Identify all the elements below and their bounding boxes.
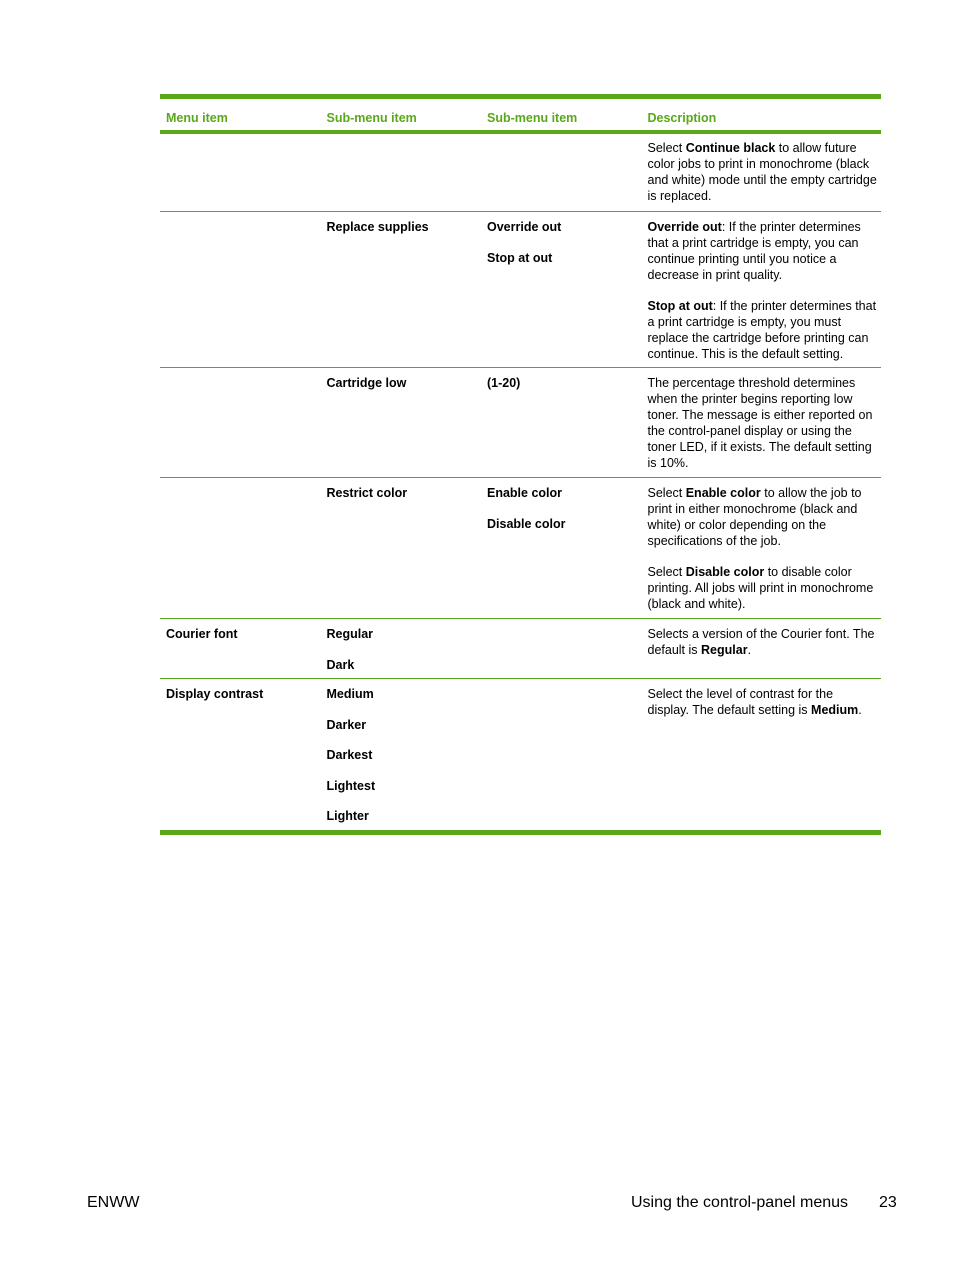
sub-menu-item-cell [321, 478, 482, 618]
description-text: : If the printer determines that a print cartridge is empty, you must replace the cartridge before printing can continue. This is the default setting. [647, 299, 877, 361]
menu-item-cell [160, 134, 321, 211]
description-text: Select [647, 141, 686, 155]
sub-menu-item-cell [321, 212, 482, 367]
header-description: Description [647, 111, 717, 125]
sub-menu-item-cell [321, 679, 482, 830]
description-cell [642, 679, 882, 830]
menu-item-cell [160, 368, 321, 477]
description-paragraph [648, 298, 878, 362]
table-body [160, 134, 881, 830]
description-text: to allow future color jobs to print in monochrome (black and white) mode until the empty cartridge is replaced. [647, 141, 877, 203]
footer-chapter-title: Using the control-panel menus [631, 1194, 849, 1211]
description-paragraph [648, 626, 878, 658]
description-paragraph [648, 140, 878, 204]
description-cell [642, 619, 882, 678]
table-row [160, 134, 881, 212]
menu-item-label: Display contrast [166, 687, 264, 701]
sub-menu-item-label: Lighter [326, 809, 369, 823]
sub-menu-item-label: Replace supplies [326, 220, 429, 234]
description-paragraph [648, 564, 878, 612]
description-emphasis: Medium [811, 703, 859, 717]
description-text: to allow the job to print in either monochrome (black and white) or color depending on the specifications of the job. [647, 486, 862, 548]
description-emphasis: Regular [701, 643, 748, 657]
menu-item-cell [160, 478, 321, 618]
description-text: Select the level of contrast for the display. The default setting is [647, 687, 834, 717]
header-sub-menu-item-2: Sub-menu item [487, 111, 578, 125]
header-menu-item: Menu item [166, 111, 228, 125]
description-paragraph [648, 219, 878, 283]
description-emphasis: Continue black [685, 141, 776, 155]
sub-menu-item-label: Cartridge low [326, 376, 407, 390]
menu-item-cell [160, 619, 321, 678]
sub-menu-option-label: Disable color [487, 516, 566, 531]
description-text: Selects a version of the Courier font. The default is [647, 627, 875, 657]
table-row [160, 679, 881, 830]
sub-menu-option-label: Override out [487, 220, 562, 234]
table-row [160, 368, 881, 478]
description-paragraph [648, 485, 878, 549]
description-cell [642, 134, 882, 211]
sub-menu-option-cell [481, 619, 642, 678]
description-emphasis: Override out [647, 220, 722, 234]
description-text: to disable color printing. All jobs will print in monochrome (black and white). [647, 565, 874, 611]
footer-page-number: 23 [879, 1194, 897, 1211]
sub-menu-option-cell [481, 679, 642, 830]
description-text: Select [647, 565, 686, 579]
sub-menu-item-label: Restrict color [326, 486, 408, 500]
sub-menu-option-label: (1-20) [487, 376, 521, 390]
description-text: . [858, 703, 862, 717]
description-paragraph [648, 686, 878, 718]
description-cell [642, 368, 882, 477]
menu-item-label: Courier font [166, 627, 238, 641]
description-text: : If the printer determines that a print cartridge is empty, you can continue printing until you notice a decrease in print quality. [647, 220, 861, 282]
menu-table [160, 94, 881, 835]
description-emphasis: Disable color [685, 565, 765, 579]
sub-menu-item-cell [321, 368, 482, 477]
sub-menu-option-cell [481, 134, 642, 211]
footer-section-label: ENWW [87, 1194, 140, 1211]
description-cell [642, 478, 882, 618]
sub-menu-item-label: Darkest [326, 748, 373, 762]
menu-item-cell [160, 212, 321, 367]
sub-menu-item-label: Dark [326, 657, 355, 672]
description-emphasis: Enable color [685, 486, 761, 500]
sub-menu-item-label: Medium [326, 687, 374, 701]
description-text: . [747, 643, 752, 657]
sub-menu-item-label: Regular [326, 627, 374, 641]
sub-menu-option-cell [481, 478, 642, 618]
sub-menu-item-cell [321, 134, 482, 211]
description-paragraph [648, 375, 878, 471]
description-text: The percentage threshold determines when the printer begins reporting low toner. The message is either reported on the control-panel display or using the toner LED, if it exists. The default setting is 10%. [647, 376, 873, 470]
sub-menu-option-label: Stop at out [487, 250, 553, 265]
description-text: Select [647, 486, 686, 500]
menu-item-cell [160, 679, 321, 830]
table-header [160, 99, 881, 134]
table-row [160, 478, 881, 619]
header-sub-menu-item-1: Sub-menu item [326, 111, 417, 125]
sub-menu-option-label: Enable color [487, 486, 563, 500]
table-row [160, 619, 881, 679]
table-row [160, 212, 881, 368]
sub-menu-item-label: Darker [326, 717, 367, 732]
sub-menu-option-cell [481, 368, 642, 477]
description-emphasis: Stop at out [647, 299, 713, 313]
sub-menu-item-cell [321, 619, 482, 678]
sub-menu-item-label: Lightest [326, 778, 376, 793]
description-cell [642, 212, 882, 367]
sub-menu-option-cell [481, 212, 642, 367]
